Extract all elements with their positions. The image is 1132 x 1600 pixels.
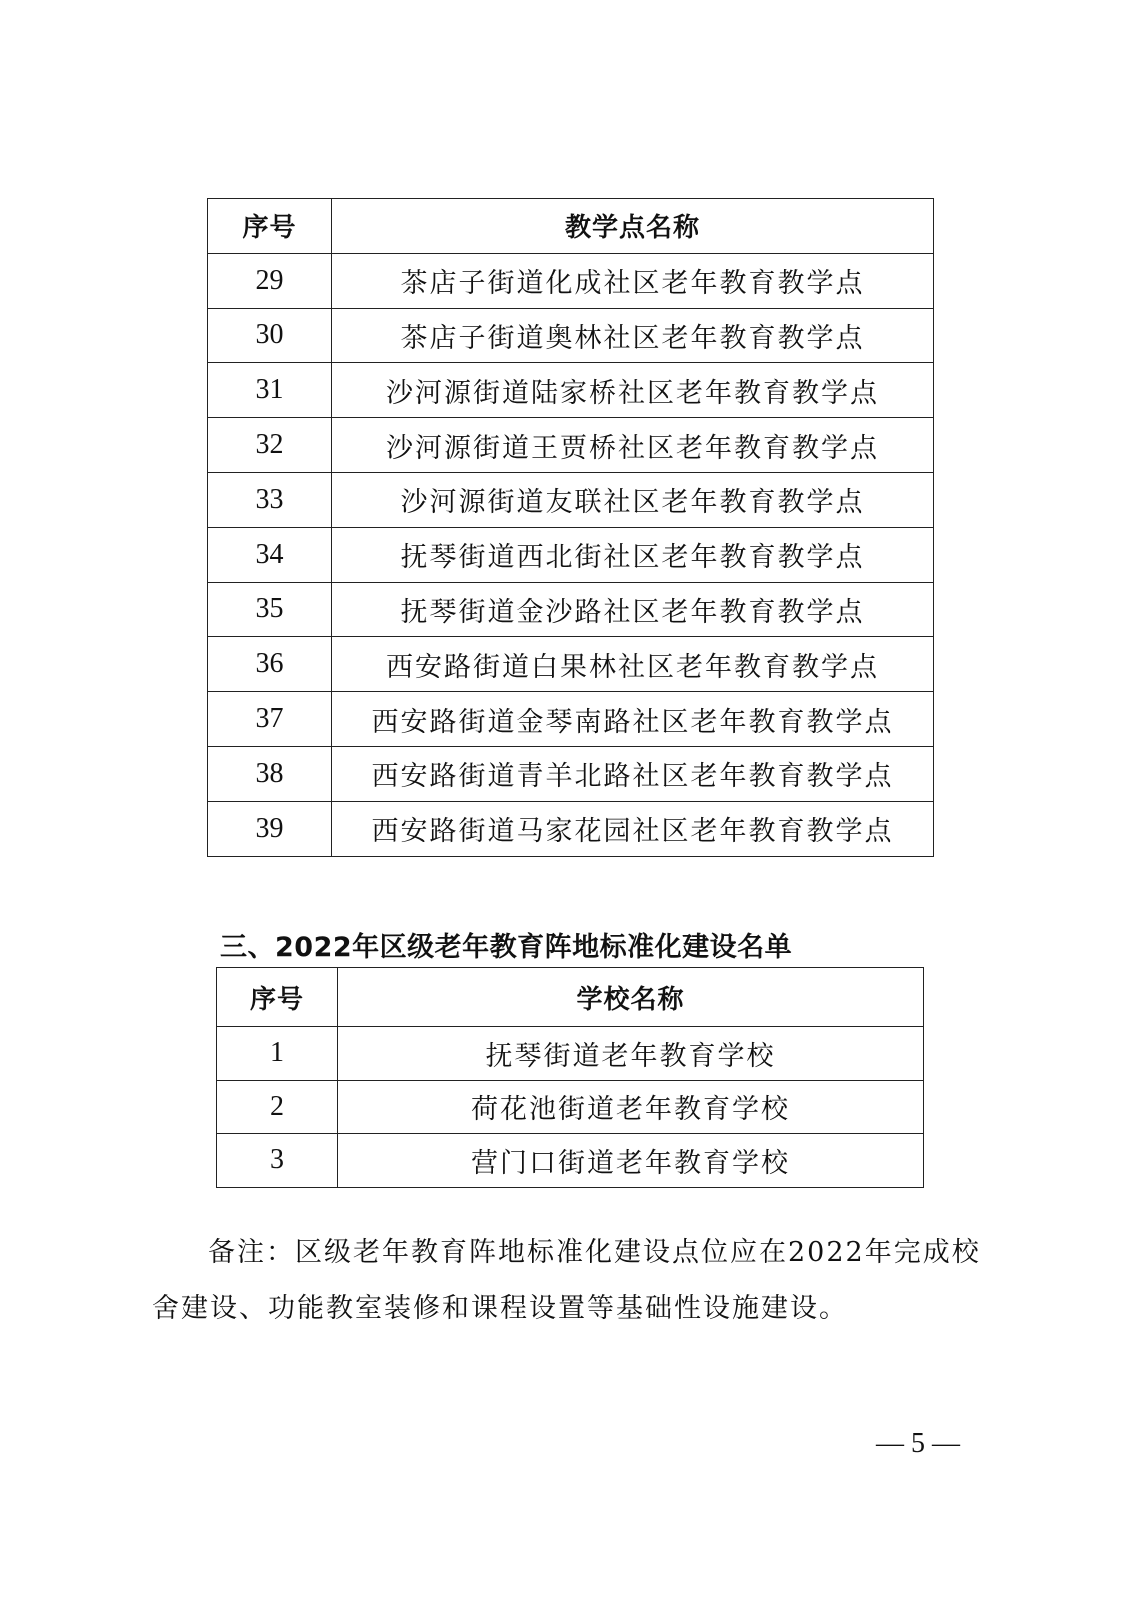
table-header-row (217, 968, 924, 1027)
table-row (217, 1134, 924, 1188)
table-row (217, 1027, 924, 1081)
column-header-number: 序号 (208, 199, 332, 254)
teaching-point-name: 茶店子街道化成社区老年教育教学点 (332, 253, 934, 308)
table-row (208, 472, 934, 527)
teaching-points-table (207, 198, 934, 857)
row-number: 1 (217, 1027, 338, 1081)
row-number: 36 (208, 637, 332, 692)
teaching-point-name: 沙河源街道友联社区老年教育教学点 (332, 472, 934, 527)
row-number: 37 (208, 692, 332, 747)
column-header-number: 序号 (217, 968, 338, 1027)
school-name: 营门口街道老年教育学校 (338, 1134, 924, 1188)
table-row (208, 418, 934, 473)
table-header-row (208, 199, 934, 254)
row-number: 38 (208, 746, 332, 801)
row-number: 32 (208, 418, 332, 473)
teaching-point-name: 沙河源街道王贾桥社区老年教育教学点 (332, 418, 934, 473)
teaching-point-name: 抚琴街道金沙路社区老年教育教学点 (332, 582, 934, 637)
remark-paragraph: 备注：区级老年教育阵地标准化建设点位应在2022年完成校舍建设、功能教室装修和课程设置等基础性设施建设。 (152, 1237, 981, 1324)
table-row (208, 527, 934, 582)
row-number: 35 (208, 582, 332, 637)
teaching-point-name: 西安路街道金琴南路社区老年教育教学点 (332, 692, 934, 747)
table-row (208, 582, 934, 637)
page-number: — 5 — (876, 1428, 960, 1459)
table-row (208, 637, 934, 692)
table-row (208, 308, 934, 363)
teaching-point-name: 西安路街道白果林社区老年教育教学点 (332, 637, 934, 692)
row-number: 30 (208, 308, 332, 363)
row-number: 3 (217, 1134, 338, 1188)
column-header-teaching-point-name: 教学点名称 (332, 199, 934, 254)
row-number: 34 (208, 527, 332, 582)
table-row (208, 253, 934, 308)
teaching-point-name: 沙河源街道陆家桥社区老年教育教学点 (332, 363, 934, 418)
teaching-point-name: 西安路街道青羊北路社区老年教育教学点 (332, 746, 934, 801)
column-header-school-name: 学校名称 (338, 968, 924, 1027)
school-name: 荷花池街道老年教育学校 (338, 1080, 924, 1134)
row-number: 2 (217, 1080, 338, 1134)
row-number: 31 (208, 363, 332, 418)
schools-table (216, 967, 924, 1188)
school-name: 抚琴街道老年教育学校 (338, 1027, 924, 1081)
section-heading: 三、2022年区级老年教育阵地标准化建设名单 (220, 932, 793, 963)
row-number: 33 (208, 472, 332, 527)
table-row (208, 801, 934, 856)
table-row (208, 746, 934, 801)
teaching-point-name: 茶店子街道奥林社区老年教育教学点 (332, 308, 934, 363)
table-row (217, 1080, 924, 1134)
row-number: 29 (208, 253, 332, 308)
table-row (208, 692, 934, 747)
row-number: 39 (208, 801, 332, 856)
teaching-point-name: 西安路街道马家花园社区老年教育教学点 (332, 801, 934, 856)
table-row (208, 363, 934, 418)
teaching-point-name: 抚琴街道西北街社区老年教育教学点 (332, 527, 934, 582)
